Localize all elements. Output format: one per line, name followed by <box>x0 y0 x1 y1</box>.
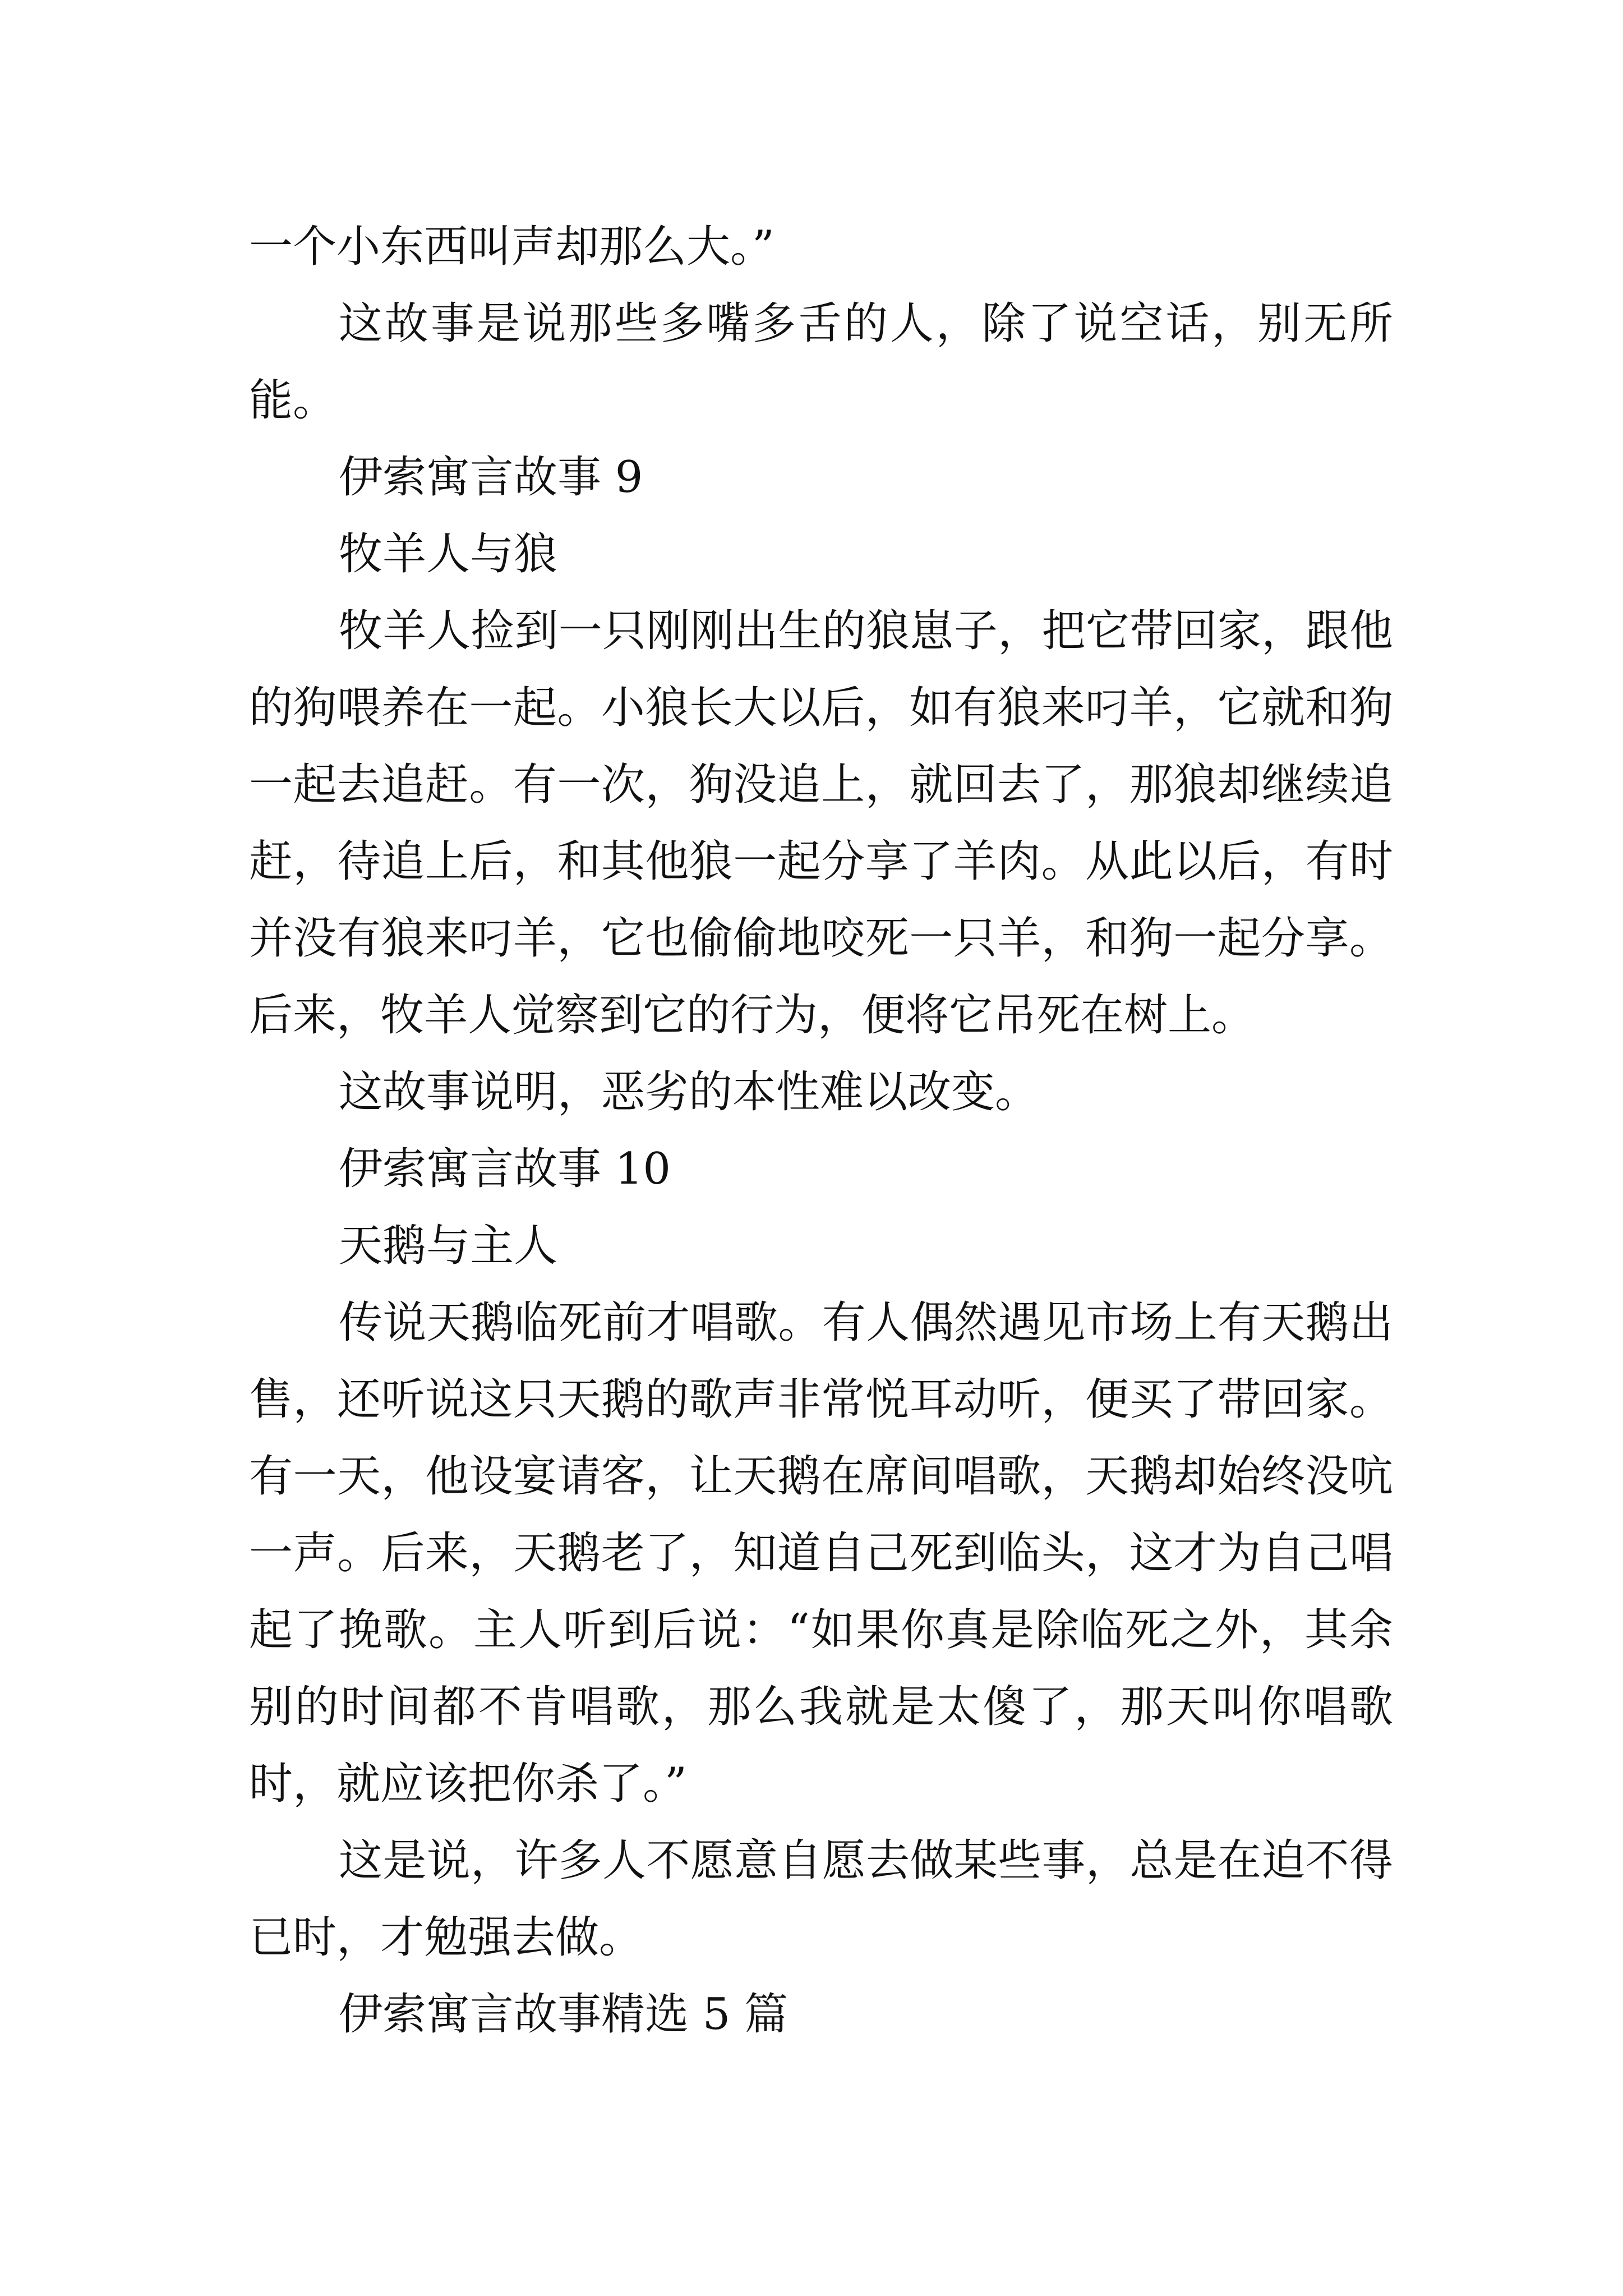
paragraph-story-ending: 一个小东西叫声却那么大。” <box>249 222 774 272</box>
paragraph-swan-story: 传说天鹅临死前才唱歌。有人偶然遇见市场上有天鹅出售，还听说这只天鹅的歌声非常悦耳动听，便买了带回家。有一天，他设宴请客，让天鹅在席间唱歌，天鹅却始终没吭一声。后来，天鹅老了，知道自己死到临头，这才为自己唱起了挽歌。主人听到后说：“如果你真是除临死之外，其余别的时间都不肯唱歌，那么我就是太傻了，那天叫你唱歌时，就应该把你杀了。” <box>249 1297 1393 1809</box>
story-title-shepherd-wolf: 牧羊人与狼 <box>339 529 558 579</box>
story-title-swan-master: 天鹅与主人 <box>339 1221 558 1271</box>
section-heading-selection: 伊索寓言故事精选 5 篇 <box>339 1989 789 2040</box>
paragraph-moral-reluctance: 这是说，许多人不愿意自愿去做某些事，总是在迫不得已时，才勉强去做。 <box>249 1835 1393 1963</box>
paragraph-shepherd-wolf-story: 牧羊人捡到一只刚刚出生的狼崽子，把它带回家，跟他的狗喂养在一起。小狼长大以后，如有狼来叼羊，它就和狗一起去追赶。有一次，狗没追上，就回去了，那狼却继续追赶，待追上后，和其他狼一起分享了羊肉。从此以后，有时并没有狼来叼羊，它也偷偷地咬死一只羊，和狗一起分享。后来，牧羊人觉察到它的行为，便将它吊死在树上。 <box>249 606 1393 1041</box>
story-number-heading: 伊索寓言故事 9 <box>339 452 643 503</box>
paragraph-moral-nature: 这故事说明，恶劣的本性难以改变。 <box>339 1067 1039 1117</box>
story-number-heading: 伊索寓言故事 10 <box>339 1144 671 1194</box>
document-body <box>249 209 1393 2053</box>
paragraph-moral-talkative: 这故事是说那些多嘴多舌的人，除了说空话，别无所能。 <box>249 298 1393 426</box>
